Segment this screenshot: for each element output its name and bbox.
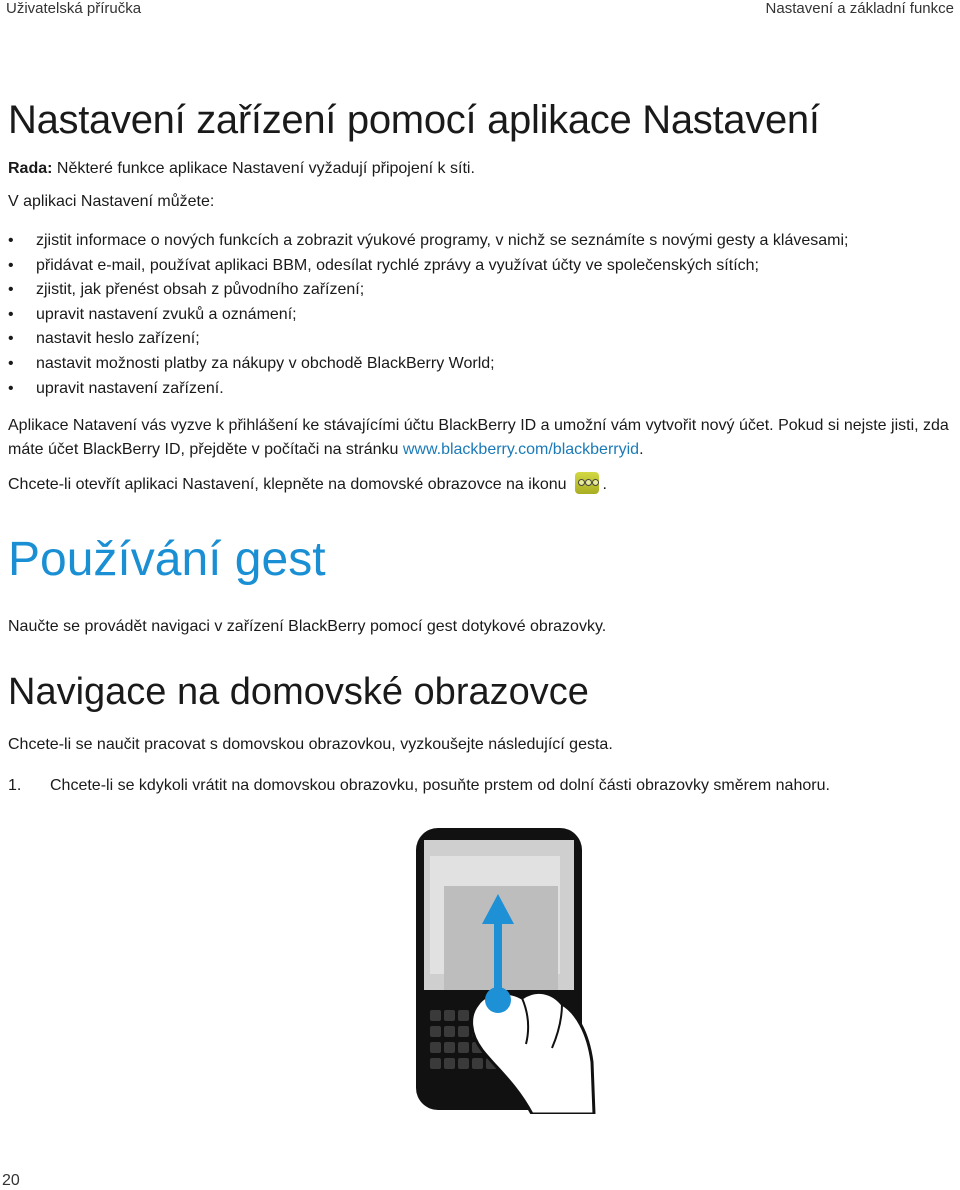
feature-list [8,229,848,401]
paragraph-text: Chcete-li otevřít aplikaci Nastavení, klepněte na domovské obrazovce na ikonu [8,476,567,493]
list-item: • přidávat e-mail, používat aplikaci BBM, odesílat rychlé zprávy a využívat účty ve společenských sítích; [8,254,848,279]
paragraph-text: Aplikace Natavení vás vyzve k přihlášení ke stávajícími účtu BlackBerry ID a umožní vám vytvořit nový účet. Pokud si nejste jisti, zda máte účet BlackBerry ID, přejděte v počítači na stránku [8,417,949,458]
home-navigation-intro: Chcete-li se naučit pracovat s domovskou obrazovkou, vyzkoušejte následující gesta. [8,736,613,753]
intro-text: V aplikaci Nastavení můžete: [8,193,215,210]
header-document-title: Uživatelská příručka [6,0,142,17]
settings-app-icon [575,472,599,494]
header-chapter-title: Nastavení a základní funkce [765,0,954,17]
list-item: • nastavit heslo zařízení; [8,327,848,352]
tip-note [8,157,475,181]
section-title-settings: Nastavení zařízení pomocí aplikace Nastavení [8,98,820,142]
tip-text: Některé funkce aplikace Nastavení vyžadují připojení k síti. [52,160,475,177]
open-settings-paragraph [8,472,607,497]
touch-point-icon [485,987,511,1013]
list-item: • upravit nastavení zvuků a oznámení; [8,303,848,328]
list-item: • upravit nastavení zařízení. [8,377,848,402]
blackberry-id-link[interactable]: www.blackberry.com/blackberryid [402,441,640,458]
step-1 [8,774,830,798]
blackberry-id-paragraph [8,414,958,462]
gestures-intro: Naučte se provádět navigaci v zařízení BlackBerry pomocí gest dotykové obrazovky. [8,618,607,635]
swipe-up-gesture-illustration [412,822,598,1114]
section-title-home-navigation: Navigace na domovské obrazovce [8,671,589,713]
step-text: Chcete-li se kdykoli vrátit na domovskou obrazovku, posuňte prstem od dolní části obrazovky směrem nahoru. [50,777,830,794]
paragraph-end: . [639,441,644,458]
list-item: • nastavit možnosti platby za nákupy v obchodě BlackBerry World; [8,352,848,377]
section-title-gestures: Používání gest [8,533,326,586]
page-number: 20 [2,1172,20,1189]
step-number: 1. [8,777,22,794]
list-item: • zjistit, jak přenést obsah z původního zařízení; [8,278,848,303]
paragraph-end: . [602,476,607,493]
tip-label: Rada: [8,160,53,177]
list-item: • zjistit informace o nových funkcích a zobrazit výukové programy, v nichž se seznámíte s novými gesty a klávesami; [8,229,848,254]
